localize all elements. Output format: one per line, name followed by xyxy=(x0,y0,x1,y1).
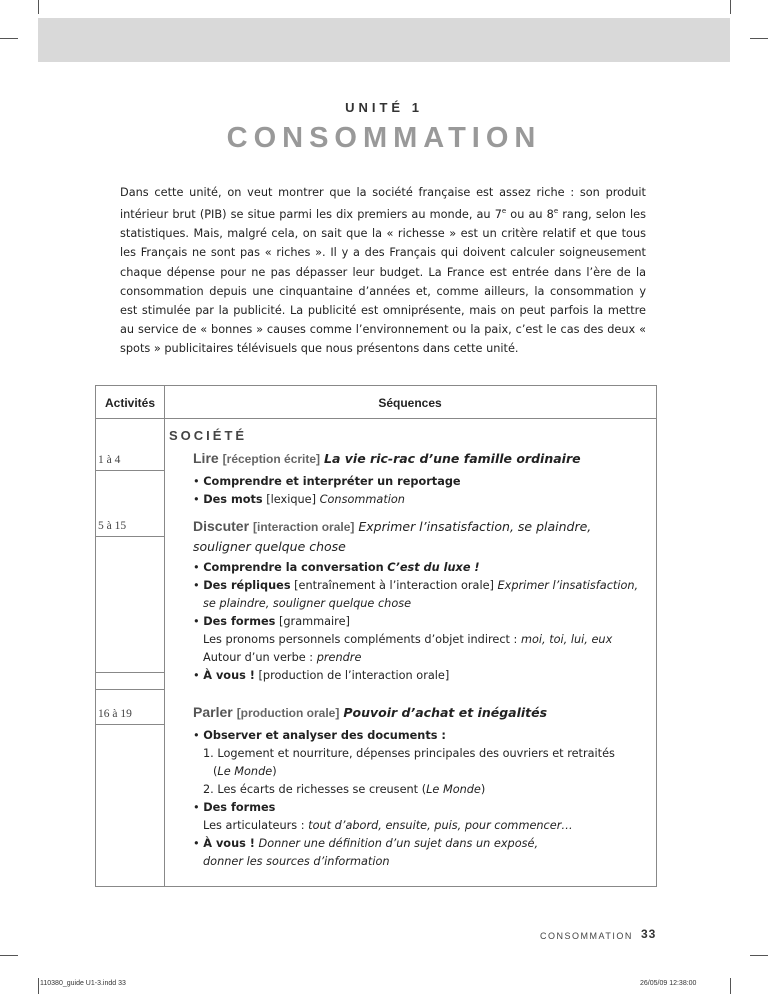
activity-range: 5 à 15 xyxy=(98,520,127,532)
column-header-activities: Activités xyxy=(104,396,156,410)
list-item: • À vous ! [production de l’interaction orale] xyxy=(193,669,450,682)
list-item: • Comprendre et interpréter un reportage xyxy=(193,475,461,488)
sequence-discuter: Discuter [interaction orale] Exprimer l’insatisfaction, se plaindre, souligner quelque chose • Comprendre la conversation C’est du luxe ! • Des répliques [entraînement à l’interaction orale] Exprimer l’insatisfaction, se plaindre, souligner quelque chose • Des formes [grammaire] Les pronoms personnels compléments d’objet indirect : moi, toi, lui, eux Autour d’un verbe : prendre • À vous ! [production de l’interaction orale] xyxy=(193,516,643,685)
range-underline xyxy=(96,672,164,673)
print-slug: 110380_guide U1-3.indd 33 xyxy=(40,980,126,987)
sequence-lire: Lire [réception écrite] La vie ric-rac d’une famille ordinaire • Comprendre et interpréter un reportage • Des mots [lexique] Consommation xyxy=(193,448,643,509)
activity-range: 1 à 4 xyxy=(98,454,121,466)
intro-paragraph: Dans cette unité, on veut montrer que la société française est assez riche : son produit intérieur brut (PIB) se situe parmi les dix premiers au monde, au 7e ou au 8e rang, selon les statistiques. Mais, malgré cela, on sait que la « richesse » est un critère relatif et que tous les Français ne sont pas « riches ». Il y a des Français qui doivent calculer soigneusement chaque dépense pour ne pas dépasser leur budget. La France est entrée dans l’ère de la consommation depuis une cinquantaine d’années et, comme ailleurs, la consommation y est stimulée par la publicité. La publicité est omniprésente, mais on peut parfois la mettre au service de « bonnes » causes comme l’environnement ou la paix, c’est le cas des deux « spots » publicitaires télévisuels que nous présentons dans cette unité. xyxy=(120,186,646,356)
list-item: • Des mots [lexique] Consommation xyxy=(193,493,405,506)
crop-mark xyxy=(0,955,18,956)
running-title: CONSOMMATION xyxy=(540,931,633,941)
range-underline xyxy=(96,536,164,537)
range-underline xyxy=(96,470,164,471)
print-timestamp: 26/05/09 12:38:00 xyxy=(640,980,697,987)
crop-mark xyxy=(730,0,731,14)
sequence-verb: Parler xyxy=(193,704,233,720)
header-divider xyxy=(96,418,656,419)
sequence-verb: Lire xyxy=(193,450,219,466)
activity-range: 16 à 19 xyxy=(98,708,132,720)
header-banner xyxy=(38,18,730,62)
list-item: • Des formes [grammaire] xyxy=(193,615,350,628)
crop-mark xyxy=(730,978,731,994)
column-divider xyxy=(164,386,165,886)
column-header-sequences: Séquences xyxy=(378,396,442,410)
crop-mark xyxy=(750,955,768,956)
list-item: • Observer et analyser des documents : xyxy=(193,729,446,742)
crop-mark xyxy=(38,0,39,14)
list-item: • Des répliques [entraînement à l’interaction orale] Exprimer l’insatisfaction, xyxy=(193,579,639,592)
sequence-parler: Parler [production orale] Pouvoir d’achat et inégalités • Observer et analyser des documents : 1. Logement et nourriture, dépenses principales des ouvriers et retraités (Le Monde) 2. Les écarts de richesses se creusent (Le Monde) • Des formes Les articulateurs : tout d’abord, ensuite, puis, pour commencer… • À vous ! Donner une définition d’un sujet dans un exposé, donner les sources d’information xyxy=(193,702,643,871)
range-underline xyxy=(96,689,164,690)
unit-label: UNITÉ 1 xyxy=(345,100,423,115)
crop-mark xyxy=(0,38,18,39)
crop-mark xyxy=(38,978,39,994)
crop-mark xyxy=(750,38,768,39)
page-number: 33 xyxy=(641,927,657,941)
range-underline xyxy=(96,724,164,725)
sequence-table xyxy=(95,385,657,887)
page-title: CONSOMMATION xyxy=(226,122,542,154)
sequence-verb: Discuter xyxy=(193,518,250,534)
list-item: • Des formes xyxy=(193,801,276,814)
list-item: • À vous ! Donner une définition d’un sujet dans un exposé, xyxy=(193,837,539,850)
list-item: • Comprendre la conversation C’est du luxe ! xyxy=(193,561,480,574)
section-title: SOCIÉTÉ xyxy=(169,428,248,443)
